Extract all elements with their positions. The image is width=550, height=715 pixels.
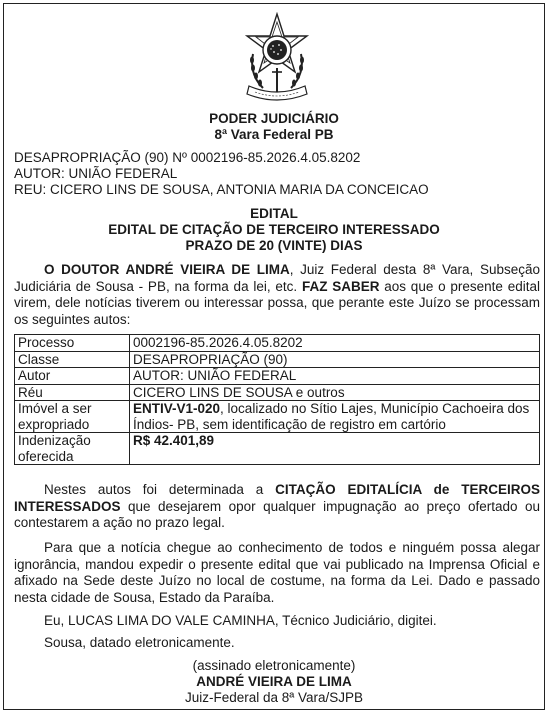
publication-paragraph: Para que a notícia chegue ao conhecimento de todos e ninguém possa alegar ignorância, mandou expedir o presente edital que vai publicado na Imprensa Oficial e afixado na Sede deste Juízo no local de costume, na forma da Lei. Dado e passado nesta cidade de Sousa, Estado da Paraíba.	[14, 540, 540, 605]
property-code: ENTIV-V1-020	[133, 401, 221, 416]
deadline-heading: PRAZO DE 20 (VINTE) DIAS	[185, 238, 363, 253]
court-division: 8ª Vara Federal PB	[214, 127, 334, 142]
row-label: Réu	[15, 384, 130, 401]
intro-text-1: , Juiz Federal desta 8ª Vara, Subseção Judiciária de Sousa - PB, na forma da lei, etc.	[14, 262, 541, 294]
coat-of-arms-emblem	[243, 12, 311, 108]
edital-heading: EDITAL	[250, 206, 298, 221]
table-row	[15, 335, 540, 352]
indemnity-value: R$ 42.401,89	[130, 433, 540, 465]
intro-text-2: aos que o presente edital virem, dele notícias tiverem ou interessar possa, que perante este Juízo se processam os seguintes autos:	[14, 278, 540, 327]
row-value: CICERO LINS DE SOUSA e outros	[130, 384, 540, 401]
table-row	[15, 384, 540, 401]
property-description: , localizado no Sítio Lajes, Município Cachoeira dos Índios- PB, sem identificação de registro em cartório	[133, 401, 530, 432]
typist-paragraph: Eu, LUCAS LIMA DO VALE CAMINHA, Técnico Judiciário, digitei.	[44, 613, 437, 628]
table-row	[15, 433, 540, 465]
citation-text-1: Nestes autos foi determinada a	[44, 482, 276, 497]
table-row	[15, 401, 540, 433]
edital-subtitle: EDITAL DE CITAÇÃO DE TERCEIRO INTERESSADO	[108, 222, 440, 237]
signature-note: (assinado eletronicamente)	[192, 658, 356, 673]
case-number-line: DESAPROPRIAÇÃO (90) Nº 0002196-85.2026.4.05.8202	[14, 150, 361, 165]
row-label: Indenização oferecida	[15, 433, 130, 465]
row-value	[130, 401, 540, 433]
court-name: PODER JUDICIÁRIO	[209, 111, 339, 126]
citation-bold: CITAÇÃO EDITALÍCIA de TERCEIROS INTERESSADOS	[14, 482, 540, 514]
row-value: AUTOR: UNIÃO FEDERAL	[130, 368, 540, 385]
row-label: Processo	[15, 335, 130, 352]
citation-text-2: que desejarem opor qualquer impugnação ao preço ofertado ou contestarem a ação no prazo legal.	[14, 498, 540, 531]
row-label: Classe	[15, 351, 130, 368]
judge-name: O DOUTOR ANDRÉ VIEIRA DE LIMA	[44, 262, 290, 277]
citation-paragraph	[14, 482, 540, 532]
row-label: Imóvel a ser expropriado	[15, 401, 130, 433]
table-row	[15, 351, 540, 368]
table-row	[15, 368, 540, 385]
case-details-table	[14, 334, 540, 465]
row-label: Autor	[15, 368, 130, 385]
faz-saber: FAZ SABER	[301, 278, 380, 294]
signer-name: ANDRÉ VIEIRA DE LIMA	[196, 674, 352, 689]
edital-page	[3, 3, 545, 710]
row-value: DESAPROPRIAÇÃO (90)	[130, 351, 540, 368]
plaintiff-line: AUTOR: UNIÃO FEDERAL	[14, 166, 178, 181]
date-paragraph: Sousa, datado eletronicamente.	[44, 635, 235, 650]
defendant-line: REU: CICERO LINS DE SOUSA, ANTONIA MARIA DA CONCEICAO	[14, 182, 429, 197]
signer-title: Juiz-Federal da 8ª Vara/SJPB	[184, 690, 364, 705]
intro-paragraph	[14, 262, 540, 328]
row-value: 0002196-85.2026.4.05.8202	[130, 335, 540, 352]
